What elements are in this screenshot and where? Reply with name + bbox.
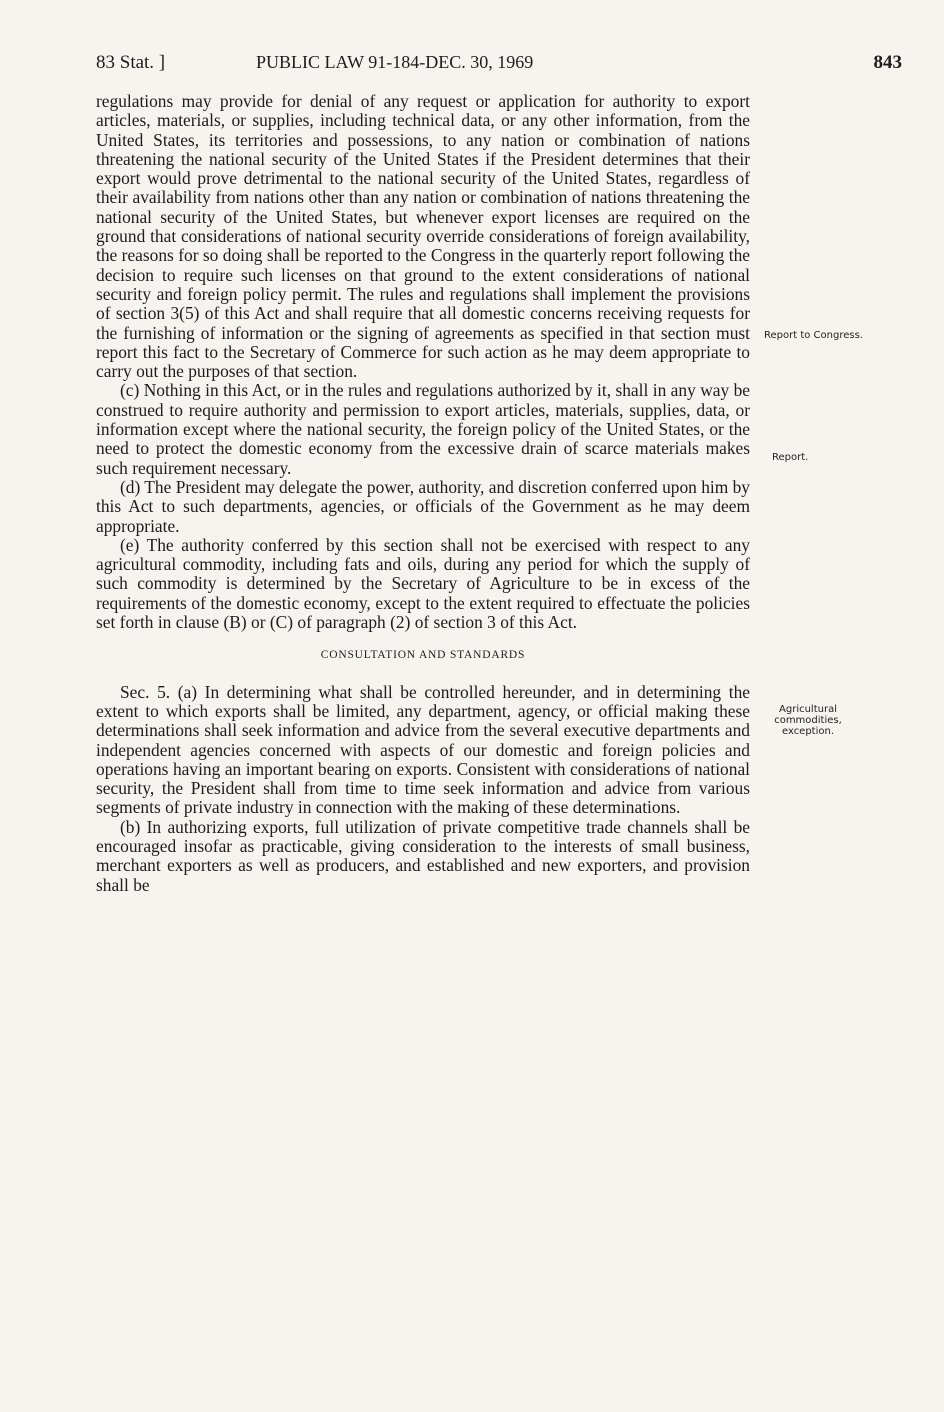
paragraph-e: (e) The authority conferred by this section shall not be exercised with respect to any agricultural commodity, including fats and oils, during any period for which the supply of such commodity is determined by the Secretary of Agriculture to be in excess of the requirements of the domestic economy, except to the extent required to effectuate the policies set forth in clause (B) or (C) of paragraph (2) of section 3 of this Act. (96, 534, 750, 633)
paragraph-c: (c) Nothing in this Act, or in the rules and regulations authorized by it, shall in any way be construed to require authority and permission to export articles, materials, supplies, data, or information except where the national security, the foreign policy of the United States, or the need to protect the domestic economy from the excessive drain of scarce materials makes such requirement necessary. (96, 380, 750, 478)
margin-note-agricultural: Agricultural commodities, exception. (774, 704, 842, 737)
margin-note-report: Report. (772, 452, 809, 463)
paragraph-d: (d) The President may delegate the power, authority, and discretion conferred upon him by this Act to such departments, agencies, or officials of the Government as he may deem appropriate. (96, 476, 751, 536)
running-head (96, 52, 902, 78)
paragraph-continuation: regulations may provide for denial of any request or application for authority to export articles, materials, or supplies, including technical data, or any other information, from the United States, its territories and possessions, to any nation or combination of nations threatening the national security of the United States if the President determines that their export would prove detrimental to the national security of the United States, regardless of their availability from nations other than any nation or combination of nations threatening the national security of the United States, but whenever export licenses are required on the ground that considerations of national security override considerations of foreign availability, the reasons for so doing shall be reported to the Congress in the quarterly report following the decision to require such licenses on that ground to the extent considerations of national security and foreign policy permit. The rules and regulations shall implement the provisions of section 3(5) of this Act and shall require that all domestic concerns receiving requests for the furnishing of information or the signing of agreements as specified in that section must report this fact to the Secretary of Commerce for such action as he may deem appropriate to carry out the purposes of that section. (96, 91, 750, 382)
section-heading: CONSULTATION AND STANDARDS (320, 649, 526, 662)
page-number: 843 (873, 52, 902, 73)
law-title: PUBLIC LAW 91-184-DEC. 30, 1969 (256, 52, 534, 72)
section-5-b: (b) In authorizing exports, full utilization of private competitive trade channels shall be encouraged insofar as practicable, giving consideration to the interests of small business, merchant exporters as well as producers, and established and new exporters, and provision shall be (96, 816, 750, 895)
margin-note-report-to-congress: Report to Congress. (764, 330, 863, 341)
statute-volume: 83 Stat. ] (96, 52, 166, 73)
body-text (96, 92, 750, 895)
section-5-a: Sec. 5. (a) In determining what shall be controlled hereunder, and in determining the extent to which exports shall be limited, any department, agency, or official making these determinations shall seek information and advice from the several executive departments and independent agencies concerned with aspects of our domestic and foreign policies and operations having an important bearing on exports. Consistent with considerations of national security, the President shall from time to time seek information and advice from various segments of private industry in connection with the making of these determinations. (96, 681, 750, 818)
